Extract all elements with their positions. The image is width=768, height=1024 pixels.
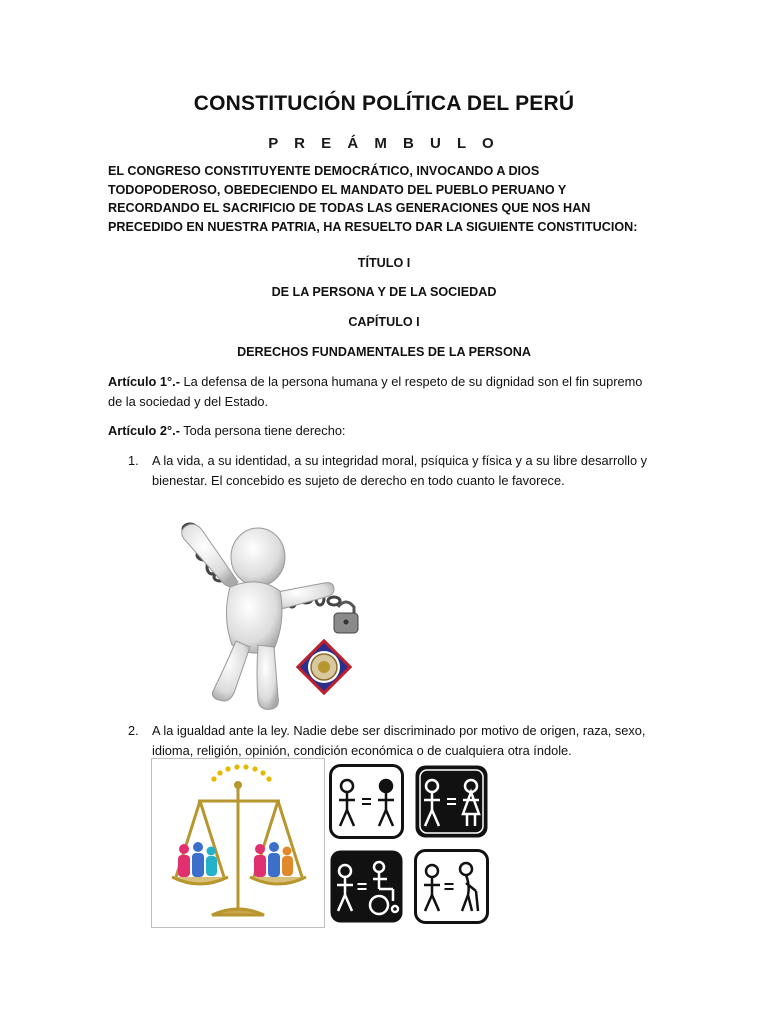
stars-icon <box>211 764 271 781</box>
titulo-heading: TÍTULO I <box>357 256 411 270</box>
people-icon <box>178 842 293 877</box>
list-item-text: A la vida, a su identidad, a su integridad moral, psíquica y física y a su libre desarrollo y bienestar. El concebido es sujeto de derecho en todo cuanto le favorece. <box>152 453 648 488</box>
equals-sign: = <box>446 792 457 812</box>
equals-sign: = <box>356 877 368 897</box>
capitulo-name: DERECHOS FUNDAMENTALES DE LA PERSONA <box>237 345 531 359</box>
article-1-label: Artículo 1°.- <box>108 374 180 389</box>
person-equals-person-icon <box>329 764 404 839</box>
article-2-text: Toda persona tiene derecho: <box>179 423 346 438</box>
list-item-number: 2. <box>128 723 139 738</box>
equals-sign: = <box>443 877 455 897</box>
equality-pictograms <box>329 764 489 924</box>
seal-emblem-icon <box>296 639 353 696</box>
scale-top-knob <box>234 781 242 789</box>
article-1 <box>108 372 656 412</box>
article-2-label: Artículo 2°.- <box>108 423 180 438</box>
padlock-icon <box>334 602 358 633</box>
list-item <box>128 721 648 763</box>
breaking-chains-illustration <box>160 515 375 715</box>
document-title: CONSTITUCIÓN POLÍTICA DEL PERÚ <box>193 92 575 115</box>
person-equals-wheelchair-icon <box>329 849 404 924</box>
man-equals-woman-icon <box>414 764 489 839</box>
list-item-text: A la igualdad ante la ley. Nadie debe ser discriminado por motivo de origen, raza, sexo, idioma, religión, opinión, condición económica o de cualquiera otra índole. <box>152 723 646 758</box>
list-item <box>128 451 648 493</box>
article-1-text: La defensa de la persona humana y el respeto de su dignidad son el fin supremo de la sociedad y del Estado. <box>108 374 643 409</box>
list-item-number: 1. <box>128 453 139 468</box>
preamble-heading: P R E Á M B U L O <box>268 135 500 152</box>
person-equals-elder-icon <box>414 849 489 924</box>
article-2 <box>108 421 656 441</box>
titulo-name: DE LA PERSONA Y DE LA SOCIEDAD <box>271 285 497 299</box>
preamble-text: EL CONGRESO CONSTITUYENTE DEMOCRÁTICO, INVOCANDO A DIOS TODOPODEROSO, OBEDECIENDO EL MANDATO DEL PUEBLO PERUANO Y RECORDANDO EL SACRIFICIO DE TODAS LAS GENERACIONES QUE NOS HAN PRECEDIDO EN NUESTRA PATRIA, HA RESUELTO DAR LA SIGUIENTE CONSTITUCION: <box>108 164 638 234</box>
equality-scale-illustration <box>151 758 325 928</box>
capitulo-heading: CAPÍTULO I <box>348 315 420 329</box>
equals-sign: = <box>361 792 372 812</box>
